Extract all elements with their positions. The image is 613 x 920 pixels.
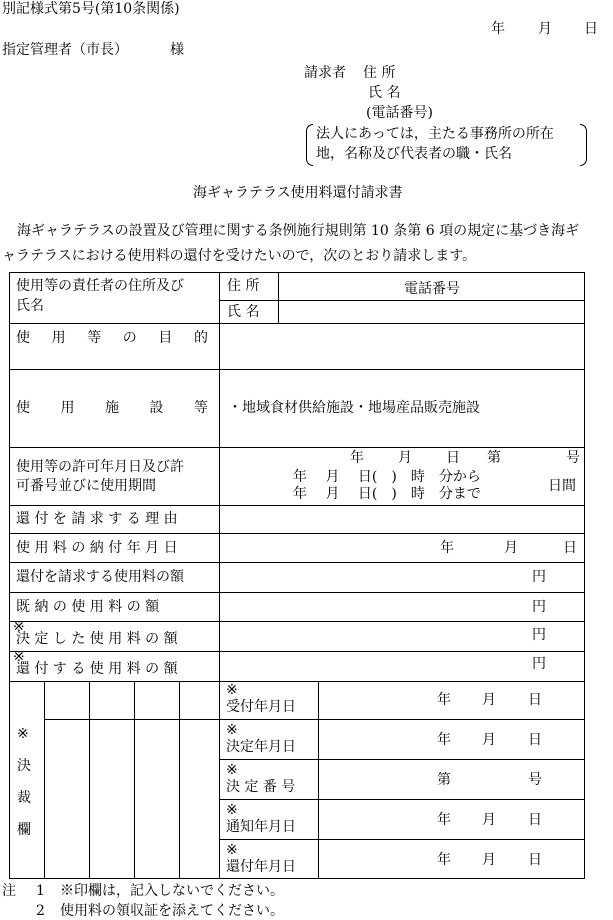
notice-month: 月	[482, 812, 496, 828]
decided-amount-label: 決 定 し た 使 用 料 の 額	[16, 631, 178, 647]
decide-no-dai: 第	[437, 772, 451, 788]
addressee: 指定管理者（市長）	[2, 42, 128, 58]
requester-phone-label: (電話番号)	[366, 105, 433, 121]
paid-year: 年	[440, 540, 454, 556]
permit-dai: 第	[487, 450, 501, 466]
header-month: 月	[538, 21, 552, 37]
kome-mark: ※	[226, 842, 238, 858]
decision-ran: 欄	[17, 822, 31, 838]
responsible-name-field[interactable]	[280, 302, 583, 322]
refund-year: 年	[437, 852, 451, 868]
requester-address-label: 住 所	[363, 65, 396, 81]
kome-mark: ※	[226, 802, 238, 818]
permit-go: 号	[566, 450, 580, 466]
decision-sai: 裁	[17, 790, 31, 806]
approval-stamp-box[interactable]	[181, 721, 218, 877]
refund-amount-label: 還 付 す る 使 用 料 の 額	[16, 661, 178, 677]
refund-amount-yen: 円	[532, 656, 546, 672]
approval-stamp-box[interactable]	[46, 721, 88, 877]
purpose-label: 使 用 等 の 目 的	[16, 330, 208, 346]
kome-mark: ※	[226, 722, 238, 738]
permit-day: 日	[446, 450, 460, 466]
permit-label-1: 使用等の許可年月日及び許	[16, 459, 184, 475]
header-day: 日	[584, 21, 598, 37]
already-paid-label: 既 納 の 使 用 料 の 額	[16, 599, 160, 615]
accept-day: 日	[528, 692, 542, 708]
intro-line2: ャラテラスにおける使用料の還付を受けたいので，次のとおり請求します。	[2, 248, 477, 264]
accept-date-label: 受付年月日	[226, 699, 296, 715]
already-paid-yen: 円	[532, 599, 546, 615]
requester-label: 請求者	[304, 65, 346, 81]
decide-day: 日	[528, 732, 542, 748]
kome-mark: ※	[13, 649, 25, 665]
decision-ketsu: 決	[17, 758, 31, 774]
notice-date-label: 通知年月日	[226, 819, 296, 835]
paid-day: 日	[563, 540, 577, 556]
document-title: 海ギャラテラス使用料還付請求書	[193, 185, 403, 201]
permit-to: 年 月 日( ) 時 分まで	[293, 486, 481, 502]
approval-stamp-box[interactable]	[136, 721, 178, 877]
request-amount-yen: 円	[532, 569, 546, 585]
note-1-number: 1	[36, 883, 45, 899]
intro-line1: 海ギャラテラスの設置及び管理に関する条例施行規則第 10 条第 6 項の規定に基づき海ギ	[17, 223, 580, 239]
paid-month: 月	[504, 540, 518, 556]
requester-name-label: 氏 名	[368, 85, 401, 101]
responsible-address-field[interactable]	[280, 274, 583, 299]
permit-days: 日間	[548, 478, 576, 494]
facility-value: ・地域食材供給施設・地場産品販売施設	[228, 400, 480, 416]
corp-note-line1: 法人にあっては，主たる事務所の所在	[316, 126, 554, 142]
reason-field[interactable]	[221, 507, 583, 532]
decide-date-label: 決定年月日	[226, 739, 296, 755]
permit-from: 年 月 日( ) 時 分から	[293, 469, 481, 485]
paid-date-label: 使 用 料 の 納 付 年 月 日	[16, 540, 178, 556]
kome-mark: ※	[226, 682, 238, 698]
accept-year: 年	[437, 692, 451, 708]
reason-label: 還 付 を 請 求 す る 理 由	[16, 511, 178, 527]
notice-day: 日	[528, 812, 542, 828]
kome-mark: ※	[13, 619, 25, 635]
bracket-left	[306, 124, 313, 166]
note-2-text: 使用料の領収証を添えてください。	[60, 903, 284, 919]
notice-year: 年	[437, 812, 451, 828]
refund-date-label: 還付年月日	[226, 859, 296, 875]
refund-month: 月	[482, 852, 496, 868]
responsible-label-2: 氏名	[16, 298, 44, 314]
addressee-sama: 様	[170, 42, 184, 58]
request-amount-label: 還付を請求する使用料の額	[16, 569, 184, 585]
permit-month: 月	[398, 450, 412, 466]
bracket-right	[580, 124, 587, 166]
note-2-number: 2	[36, 903, 45, 919]
permit-year: 年	[350, 450, 364, 466]
approval-stamp-box[interactable]	[91, 721, 133, 877]
name-label: 氏 名	[227, 304, 260, 320]
decision-kome: ※	[17, 726, 29, 742]
accept-month: 月	[482, 692, 496, 708]
address-label: 住 所	[227, 278, 260, 294]
decide-no-go: 号	[528, 772, 542, 788]
note-1-text: ※印欄は，記入しないでください。	[60, 883, 284, 899]
refund-day: 日	[528, 852, 542, 868]
responsible-label-1: 使用等の責任者の住所及び	[16, 278, 184, 294]
corp-note-line2: 地，名称及び代表者の職・氏名	[316, 146, 512, 162]
decide-no-label: 決 定 番 号	[226, 779, 296, 795]
kome-mark: ※	[226, 762, 238, 778]
notes-label: 注	[2, 883, 16, 899]
facility-label: 使 用 施 設 等	[16, 400, 208, 416]
permit-label-2: 可番号並びに使用期間	[16, 478, 156, 494]
header-year: 年	[491, 21, 505, 37]
form-id: 別記様式第5号(第10条関係)	[2, 1, 180, 17]
decide-year: 年	[437, 732, 451, 748]
phone-label: 電話番号	[404, 281, 460, 297]
decide-month: 月	[482, 732, 496, 748]
decided-amount-yen: 円	[532, 627, 546, 643]
purpose-field[interactable]	[221, 325, 583, 368]
